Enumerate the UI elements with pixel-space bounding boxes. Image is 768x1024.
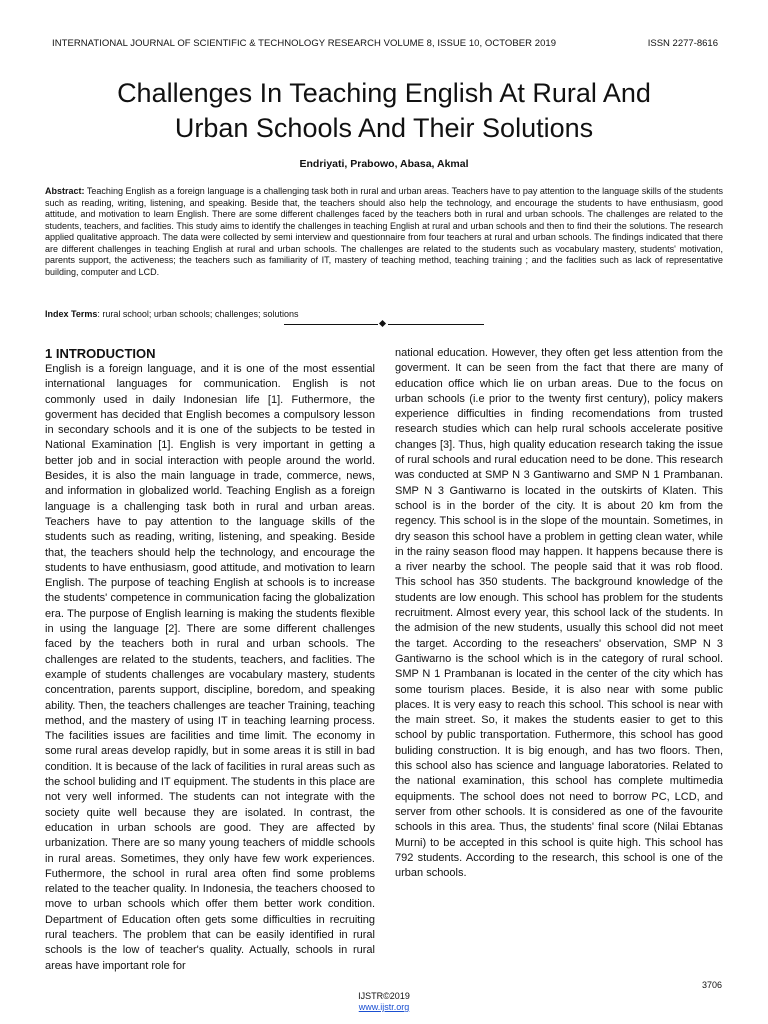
paper-title [40,76,728,146]
title-line-2: Urban Schools And Their Solutions [174,113,594,143]
index-terms-label: Index Terms [45,309,98,319]
abstract [45,186,723,278]
abstract-text: Teaching English as a foreign language is a challenging task both in rural and urban areas. Teachers have to pay attention to the language skills of the students such as reading, writing, listening, and speaking. Beside that, the teachers should also help the technology, and encourage the students to have enthusiasm, good attitude, and motivation to learn English. There are some different challenges faced by the teachers both in rural and urban schools. The challenges are related to the students, teachers, and faclities. This study aims to identify the challenges in teaching English at rural and urban schools and then to find their the solutions. The research applied qualitative approach. The data were collected by semi interview and questionnaire from four teachers at rural and urban schools. The findings indicated that there are different challenges in teaching English at rural and urban schools. The challenges are related to the students such as vocabulary mastery, students' motivation, parents support, the activeness; the teachers such as familiarity of IT, mastery of teaching method, teaching training ; and the faclities such as lack of representative building, computer and LCD. [45,186,723,277]
abstract-label: Abstract: [45,186,85,196]
issn-label: ISSN 2277-8616 [647,38,718,49]
copyright-text: IJSTR©2019 [358,991,410,1001]
journal-header: INTERNATIONAL JOURNAL OF SCIENTIFIC & TECHNOLOGY RESEARCH VOLUME 8, ISSUE 10, OCTOBER 2019 [52,38,557,49]
divider-diamond-icon [379,320,386,327]
body-column-left: English is a foreign language, and it is one of the most essential international languages for communication. English is not commonly used in daily Indonesian life [1]. Futhermore, the goverment has decided that English becomes a compulsory lesson in secondary schools and it is one of the subjects to be tested in National Examination [1]. English is very important in getting a better job and in social interaction with people around the world. Besides, it is also the main language in trade, commerce, news, and information in globalized world. Teaching English as a foreign language is a challenging task both in rural and urban areas. Teachers have to pay attention to the language skills of the students such as reading, writing, listening, and speaking. Beside that, the teachers should help the technology, and encourage the students to have enthusiasm, good attitude, and motivation to learn English. The purpose of teaching English at schools is to increase the students' competence in communication facing the globalization era. The purpose of English learning is making the students flexible in using the language [2]. There are some different challenges faced by the teachers both in rural and urban schools. The challenges are related to the students, teachers, and faclities. The example of students challenges are vocabulary mastery, students concentration, parents support, discipline, boredom, and speaking ability. Then, the teachers challenges are teacher Training, teaching method, and the mastery of using IT in teaching learning process. The facilities issues are facilities and time limit. The economy in some rural areas develop rapidly, but in some areas it is still in bad condition. It is because of the lack of facilities in rural areas such as the school buliding and IT equipment. The students in this place are not very well informed. The students can not integrate with the society quite well because they are isolated. In contrast, the education in urban schools are good. They are affected by urbanization. There are so many young teachers of middle schools in rural areas. Sometimes, they only have few work experiences. Futhermore, the school in rural area often find some problems related to the teacher quality. In Indonesia, the teachers choosed to move to urban schools which offer them better work condition. Department of Education often gets some difficulties in recruiting rural teachers. The problem that can be easily identified in rural schools is the low of teacher's quality. Actually, schools in rural areas have important role for [45,363,375,972]
journal-link[interactable]: www.ijstr.org [358,1002,410,1012]
page-number: 3706 [701,980,722,990]
body-column-right: national education. However, they often get less attention from the goverment. It can be seen from the fact that there are many of education office which lie on urban areas. Due to the focus on urban schools (i.e prior to the twenty first century), policy makers experience difficulties in finding recomendations from trusted research studies which can help rural schools accelerate positive changes [3]. Thus, high quality education research taking the issue of rural schools and rural education need to be done. This research was conducted at SMP N 3 Gantiwarno and SMP N 1 Prambanan. SMP N 3 Gantiwarno is located in the outskirts of Klaten. This school is in the border of the city. It is about 20 km from the regency. This school is in the slope of the mountain. Sometimes, in dry season this school have a problem in getting clean water, while in the rainy season flood may happen. It happens because there is a river nearby the school. The people said that it was rob flood. This school has 350 students. The background knowledge of the students are low enough. This school has problem for the students recruitment. Almost every year, this school lack of the students. In the admision of the new students, usually this school did not meet the target. According to the reseachers' observation, SMP N 3 Gantiwarno is the school which is in the category of rural school. SMP N 1 Prambanan is located in the center of the city which has some tourism places. Beside, it is also near with some public places. It is very easy to reach this school. This school is near with the main street. So, it makes the students easier to get to this school by public transportation. Futhermore, this school has good buliding construction. It is big enough, and has two floors. Then, this school also has science and language laboratories. Related to the national examination, this school has complete multimedia equipments. The school does not need to borrow PC, LCD, and server from other schools. It is considered as one of the favourite schools in this area. Thus, the students' final score (Nilai Ebtanas Murni) to be accepted in this school is quite high. This school has 792 students. According to the research, this school is one of the urban schools. [395,347,723,880]
index-terms-text: : rural school; urban schools; challenges; solutions [97,309,299,319]
index-terms [45,309,723,319]
title-line-1: Challenges In Teaching English At Rural And [117,78,651,108]
author-list: Endriyati, Prabowo, Abasa, Akmal [299,158,469,170]
footer [0,991,768,1013]
section-divider [284,319,484,329]
section-heading: 1 INTRODUCTION [45,346,156,361]
